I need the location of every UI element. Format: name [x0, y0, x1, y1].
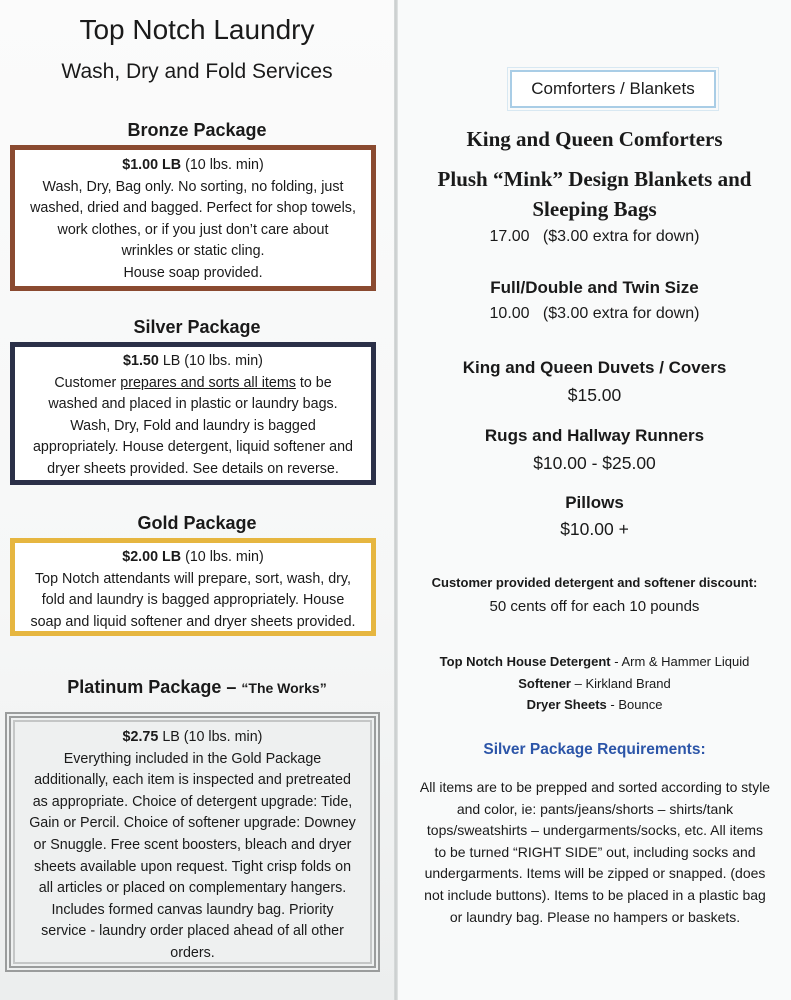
gold-price: $2.00 LB — [122, 549, 182, 565]
item-price: $10.00 - $25.00 — [533, 453, 656, 473]
platinum-line: all articles or placed on complementary hangers. — [38, 880, 347, 897]
bronze-min: (10 lbs. min) — [185, 157, 264, 173]
price-value: 10.00 — [489, 305, 530, 322]
price-value: 17.00 — [489, 228, 530, 245]
silver-package-box — [10, 342, 376, 485]
item-name: Sleeping Bags — [532, 197, 657, 221]
bronze-line: washed, dried and bagged. Perfect for shop towels, — [30, 200, 356, 217]
platinum-min: LB (10 lbs. min) — [162, 729, 263, 745]
supply-value: – Kirkland Brand — [571, 676, 671, 691]
platinum-line: additionally, each item is inspected and pretreated — [34, 772, 351, 789]
requirements-text — [404, 777, 786, 928]
gold-min: (10 lbs. min) — [185, 549, 264, 565]
item-name: King and Queen Comforters — [466, 127, 723, 151]
page-title: Top Notch Laundry — [79, 14, 315, 45]
discount-title: Customer provided detergent and softener discount: — [431, 575, 758, 590]
price-note: ($3.00 extra for down) — [542, 228, 700, 245]
gold-line: soap and liquid softener and dryer sheets provided. — [30, 613, 356, 630]
gold-line: Top Notch attendants will prepare, sort, wash, dry, — [34, 570, 351, 587]
requirements-line: tops/sweatshirts – undergarments/socks, etc. All items — [426, 822, 764, 839]
bronze-heading: Bronze Package — [127, 120, 267, 140]
item-name: King and Queen Duvets / Covers — [462, 358, 727, 377]
supply-label: Softener — [518, 676, 571, 691]
item-price: $10.00 + — [560, 519, 629, 539]
item-price: $15.00 — [567, 385, 622, 405]
gold-heading: Gold Package — [137, 513, 257, 533]
requirements-line: All items are to be prepped and sorted according to style — [419, 779, 771, 795]
platinum-line: service - laundry order placed ahead of all other — [41, 923, 344, 940]
supply-line — [398, 697, 791, 712]
silver-line: dryer sheets provided. See details on reverse. — [47, 460, 339, 477]
bronze-line: work clothes, or if you just don’t care about — [57, 221, 329, 238]
silver-heading: Silver Package — [133, 317, 261, 337]
requirements-heading: Silver Package Requirements: — [483, 741, 706, 758]
discount-text: 50 cents off for each 10 pounds — [489, 598, 700, 615]
bronze-package-box — [10, 145, 376, 291]
bronze-line: Wash, Dry, Bag only. No sorting, no folding, just — [42, 178, 344, 195]
silver-line: washed and placed in plastic or laundry bags. — [48, 396, 338, 413]
supply-label: Dryer Sheets — [526, 697, 607, 712]
platinum-line: sheets available upon request. Tight crisp folds on — [33, 858, 352, 875]
silver-line: appropriately. House detergent, liquid softener and — [32, 439, 354, 456]
bronze-price: $1.00 LB — [122, 157, 182, 173]
page-subtitle: Wash, Dry and Fold Services — [61, 60, 333, 83]
requirements-line: undergarments. Items will be zipped or snapped. (does — [424, 865, 766, 882]
item-name: Full/Double and Twin Size — [490, 278, 699, 297]
bronze-line: wrinkles or static cling. — [121, 243, 265, 260]
platinum-heading — [0, 677, 394, 698]
silver-min: LB (10 lbs. min) — [162, 353, 263, 369]
silver-underlined-text: prepares and sorts all items — [120, 374, 296, 391]
platinum-name: Platinum Package – — [67, 677, 237, 697]
item-name: Pillows — [565, 493, 624, 512]
platinum-tagline: “The Works” — [241, 680, 327, 696]
platinum-line: Gain or Percil. Choice of softener upgrade: Downey — [29, 815, 356, 832]
silver-line: Wash, Dry, Fold and laundry is bagged — [70, 417, 316, 434]
silver-text: Customer — [54, 374, 121, 391]
item-price — [398, 305, 791, 323]
silver-price: $1.50 — [123, 353, 159, 369]
supply-value: - Arm & Hammer Liquid — [610, 654, 750, 669]
bronze-line: House soap provided. — [123, 264, 263, 281]
platinum-line: as appropriate. Choice of detergent upgrade: Tide, — [32, 793, 353, 810]
item-price — [398, 228, 791, 246]
silver-text: to be — [295, 374, 332, 391]
platinum-package-box — [5, 712, 380, 972]
platinum-line: or Snuggle. Free scent boosters, bleach and dryer — [33, 836, 352, 853]
supply-value: - Bounce — [606, 697, 663, 712]
requirements-line: and color, ie: pants/jeans/shorts – shirts/tank — [456, 800, 734, 817]
supply-label: Top Notch House Detergent — [439, 654, 611, 669]
category-label: Comforters / Blankets — [510, 70, 716, 108]
platinum-line: orders. — [170, 944, 215, 961]
item-name: Rugs and Hallway Runners — [484, 426, 705, 445]
supply-line — [398, 676, 791, 691]
supply-line — [398, 654, 791, 669]
platinum-price: $2.75 — [122, 729, 159, 745]
price-note: ($3.00 extra for down) — [542, 305, 700, 322]
requirements-line: to be turned “RIGHT SIDE” out, including socks and — [434, 843, 756, 860]
platinum-line: Everything included in the Gold Package — [63, 750, 322, 767]
requirements-line: not include buttons). Items to be placed in a plastic bag — [424, 886, 766, 903]
requirements-line: or laundry bag. Please no hampers or baskets. — [449, 908, 741, 925]
platinum-line: Includes formed canvas laundry bag. Priority — [51, 901, 334, 918]
gold-package-box — [10, 538, 376, 636]
gold-line: fold and laundry is bagged appropriately. House — [41, 592, 345, 609]
item-name: Plush “Mink” Design Blankets and — [437, 167, 752, 191]
